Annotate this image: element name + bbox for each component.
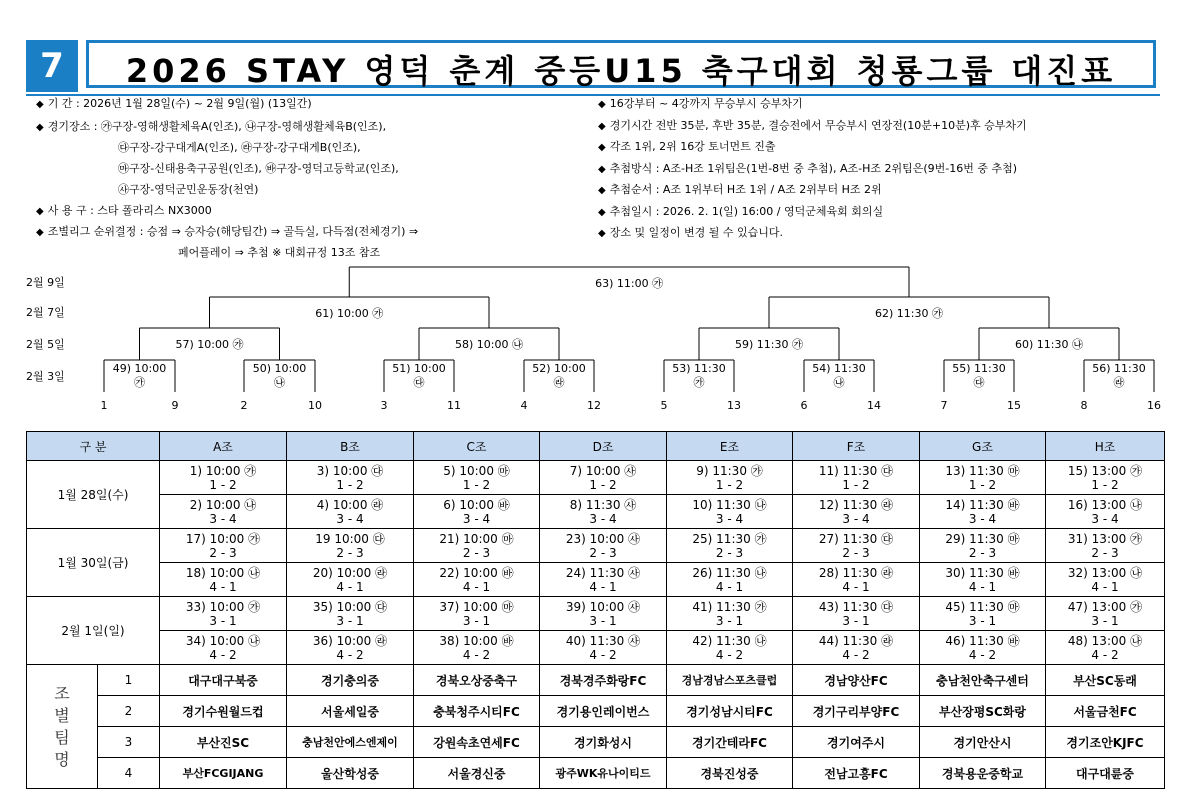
match-cell (667, 529, 793, 563)
quarterfinal-match-label: 60) 11:30 ㉯ (1015, 338, 1083, 351)
match-pairing: 3 - 1 (589, 614, 617, 628)
team-name-cell: 경북오상중축구 (414, 665, 540, 696)
match-time: 30) 11:30 ㉳ (945, 566, 1020, 580)
match-pairing: 2 - 3 (336, 546, 364, 560)
match-pairing: 2 - 3 (462, 546, 491, 560)
match-pairing: 3 - 4 (462, 512, 491, 526)
match-pairing: 4 - 1 (968, 580, 997, 594)
seed-number: 11 (447, 399, 461, 412)
team-name-cell: 대구대구북중 (160, 665, 287, 696)
info-left-line (118, 141, 361, 155)
group-header: C조 (414, 432, 540, 461)
match-cell (160, 495, 287, 529)
team-name-cell: 경북경주화랑FC (540, 665, 667, 696)
info-text: 장소 및 일정이 변경 될 수 있습니다. (609, 226, 783, 239)
team-row (27, 696, 1165, 727)
match-cell (920, 597, 1046, 631)
group-header: F조 (793, 432, 920, 461)
team-row (27, 758, 1165, 789)
match-time: 5) 10:00 ㉲ (443, 464, 510, 478)
seed-number: 4 (520, 399, 528, 412)
team-name-cell: 경남양산FC (793, 665, 920, 696)
match-time: 7) 10:00 ㉴ (569, 464, 637, 478)
match-time: 40) 11:30 ㉴ (565, 634, 641, 648)
match-cell (793, 461, 920, 495)
round16-match-label: 51) 10:00 (392, 362, 446, 375)
match-time: 37) 10:00 ㉲ (439, 600, 514, 614)
match-time: 28) 11:30 ㉱ (818, 566, 894, 580)
match-time: 41) 11:30 ㉮ (692, 600, 767, 614)
bullet-diamond-icon: ◆ (598, 206, 606, 218)
match-cell (160, 563, 287, 597)
match-time: 27) 11:30 ㉰ (818, 532, 894, 546)
match-pairing: 4 - 1 (715, 580, 744, 594)
round16-match-label: 54) 11:30 (812, 362, 866, 375)
match-cell (414, 631, 540, 665)
match-pairing: 2 - 3 (842, 546, 870, 560)
match-pairing: 2 - 3 (589, 546, 617, 560)
match-pairing: 4 - 2 (209, 648, 237, 662)
info-left-line (36, 120, 386, 135)
team-row (27, 727, 1165, 758)
match-cell (920, 529, 1046, 563)
team-name-cell: 경기안산시 (920, 727, 1046, 758)
round-date-label: 2월 3일 (26, 370, 65, 383)
team-name-cell: 경기화성시 (540, 727, 667, 758)
seed-number: 5 (660, 399, 668, 412)
team-rank-number: 4 (98, 758, 160, 789)
match-time: 13) 11:30 ㉲ (945, 464, 1020, 478)
seed-number: 2 (240, 399, 248, 412)
team-row (27, 665, 1165, 696)
match-pairing: 3 - 1 (209, 614, 237, 628)
match-cell (414, 529, 540, 563)
team-name-cell: 부산SC동래 (1046, 665, 1165, 696)
match-time: 44) 11:30 ㉱ (818, 634, 894, 648)
team-name-cell: 부산FCGIJANG (160, 758, 287, 789)
round16-venue-label: ㉮ (134, 376, 145, 389)
title-box (86, 40, 1156, 88)
bullet-diamond-icon: ◆ (36, 227, 44, 238)
header-rule (26, 94, 1160, 96)
seed-number: 12 (587, 399, 601, 412)
team-name-cell: 대구대륜중 (1046, 758, 1165, 789)
match-pairing: 3 - 4 (1091, 512, 1119, 526)
section-number-badge: 7 (26, 40, 78, 92)
match-time: 11) 11:30 ㉰ (818, 464, 894, 478)
info-left-line (36, 97, 312, 112)
match-cell (414, 461, 540, 495)
team-name-cell: 광주WK유나이티드 (540, 758, 667, 789)
info-text: 추첨방식 : A조-H조 1위팀은(1번-8번 중 추첨), A조-H조 2위팀은(9번-16번 중 추첨) (609, 161, 1018, 175)
match-cell (160, 631, 287, 665)
match-pairing: 4 - 2 (462, 648, 491, 662)
match-time: 23) 10:00 ㉴ (565, 532, 641, 546)
info-text: 추첨순서 : A조 1위부터 H조 1위 / A조 2위부터 H조 2위 (609, 183, 882, 196)
match-cell (540, 529, 667, 563)
group-schedule-table (26, 431, 1165, 789)
quarterfinal-match-label: 57) 10:00 ㉮ (175, 338, 244, 351)
match-pairing: 4 - 1 (1091, 580, 1119, 594)
seed-number: 9 (171, 399, 179, 412)
match-cell (1046, 597, 1165, 631)
match-cell (793, 495, 920, 529)
info-right-line (598, 140, 776, 155)
team-name-cell: 경기간테라FC (667, 727, 793, 758)
team-rank-number: 3 (98, 727, 160, 758)
match-pairing: 1 - 2 (1091, 478, 1119, 492)
match-cell (667, 495, 793, 529)
match-pairing: 2 - 3 (968, 546, 997, 560)
match-date-cell: 1월 30일(금) (27, 529, 160, 597)
match-pairing: 1 - 2 (715, 478, 744, 492)
info-text: ㉴구장-영덕군민운동장(천연) (118, 183, 259, 196)
match-pairing: 3 - 1 (715, 614, 744, 628)
round16-match-label: 49) 10:00 (112, 362, 167, 375)
match-pairing: 4 - 2 (589, 648, 617, 662)
bullet-diamond-icon: ◆ (598, 228, 606, 239)
match-cell (793, 597, 920, 631)
info-text: 조별리그 순위결정 : 승점 ⇒ 승자승(해당팀간) ⇒ 골득실, 다득점(전체경기) ⇒ (47, 225, 419, 238)
match-time: 4) 10:00 ㉱ (316, 498, 384, 512)
info-right-line (598, 183, 882, 198)
team-name-cell: 서울경신중 (414, 758, 540, 789)
match-time: 10) 11:30 ㉯ (692, 498, 767, 512)
info-right-line (598, 226, 783, 241)
round16-match-label: 52) 10:00 (532, 362, 586, 375)
info-text: 추첨일시 : 2026. 2. 1(일) 16:00 / 영덕군체육회 회의실 (609, 204, 884, 218)
match-cell (540, 631, 667, 665)
team-name-cell: 경기충의중 (287, 665, 414, 696)
match-time: 1) 10:00 ㉮ (189, 464, 257, 478)
info-right-line (598, 205, 883, 220)
team-rank-number: 1 (98, 665, 160, 696)
seed-number: 7 (940, 399, 948, 412)
seed-number: 13 (727, 399, 741, 412)
team-name-cell: 경기여주시 (793, 727, 920, 758)
team-name-cell: 강원속초연세FC (414, 727, 540, 758)
match-cell (920, 495, 1046, 529)
match-time: 17) 10:00 ㉮ (185, 532, 261, 546)
final-match-label: 63) 11:00 ㉮ (595, 277, 664, 290)
match-pairing: 1 - 2 (336, 478, 364, 492)
round16-venue-label: ㉮ (693, 376, 705, 389)
info-right-line (598, 119, 1027, 134)
match-time: 3) 10:00 ㉰ (316, 464, 384, 478)
round16-match-label: 56) 11:30 (1092, 362, 1146, 375)
match-time: 35) 10:00 ㉰ (312, 600, 388, 614)
match-time: 12) 11:30 ㉱ (818, 498, 894, 512)
match-time: 47) 13:00 ㉮ (1067, 600, 1143, 614)
match-date-cell: 1월 28일(수) (27, 461, 160, 529)
match-time: 19 10:00 ㉰ (315, 532, 385, 546)
match-pairing: 3 - 1 (968, 614, 997, 628)
seed-number: 8 (1080, 399, 1088, 412)
match-cell (540, 597, 667, 631)
match-pairing: 2 - 3 (1091, 546, 1119, 560)
match-pairing: 4 - 1 (462, 580, 491, 594)
round16-match-label: 55) 11:30 (952, 362, 1006, 375)
round-date-label: 2월 7일 (26, 306, 65, 319)
match-pairing: 4 - 2 (968, 648, 997, 662)
match-pairing: 3 - 4 (715, 512, 744, 526)
match-date-cell: 2월 1일(일) (27, 597, 160, 665)
team-name-cell: 충남천안에스엔제이 (287, 727, 414, 758)
round16-venue-label: ㉯ (274, 376, 285, 389)
info-text: ㉲구장-신태용축구공원(인조), ㉳구장-영덕고등학교(인조), (118, 162, 399, 175)
match-cell (287, 631, 414, 665)
match-cell (414, 563, 540, 597)
match-time: 43) 11:30 ㉰ (818, 600, 894, 614)
group-header: A조 (160, 432, 287, 461)
match-cell (540, 461, 667, 495)
match-pairing: 1 - 2 (209, 478, 237, 492)
round16-venue-label: ㉰ (973, 376, 985, 389)
group-header: B조 (287, 432, 414, 461)
semifinal-match-label: 62) 11:30 ㉮ (875, 307, 943, 320)
match-pairing: 4 - 1 (209, 580, 237, 594)
match-cell (667, 631, 793, 665)
team-name-cell: 충북청주시티FC (414, 696, 540, 727)
match-time: 18) 10:00 ㉯ (185, 566, 261, 580)
match-time: 34) 10:00 ㉯ (185, 634, 261, 648)
match-time: 6) 10:00 ㉳ (443, 498, 510, 512)
match-pairing: 4 - 2 (1091, 648, 1119, 662)
match-cell (667, 461, 793, 495)
match-pairing: 3 - 1 (336, 614, 364, 628)
match-cell (1046, 495, 1165, 529)
team-name-cell: 경북진성중 (667, 758, 793, 789)
match-cell (160, 461, 287, 495)
round16-venue-label: ㉱ (553, 376, 565, 389)
bullet-diamond-icon: ◆ (598, 142, 606, 153)
match-pairing: 4 - 1 (336, 580, 364, 594)
match-time: 16) 13:00 ㉯ (1067, 498, 1143, 512)
seed-number: 10 (308, 399, 322, 412)
team-name-cell: 경북용운중학교 (920, 758, 1046, 789)
match-pairing: 1 - 2 (968, 478, 997, 492)
match-time: 24) 11:30 ㉴ (565, 566, 641, 580)
match-pairing: 3 - 4 (589, 512, 617, 526)
match-pairing: 3 - 4 (968, 512, 997, 526)
team-name-cell: 경기수원월드컵 (160, 696, 287, 727)
team-name-cell: 부산진SC (160, 727, 287, 758)
match-cell (287, 597, 414, 631)
match-cell (414, 597, 540, 631)
match-pairing: 1 - 2 (462, 478, 491, 492)
match-cell (920, 631, 1046, 665)
match-pairing: 4 - 2 (336, 648, 364, 662)
round16-venue-label: ㉱ (1113, 376, 1125, 389)
match-time: 2) 10:00 ㉯ (189, 498, 257, 512)
match-time: 42) 11:30 ㉯ (692, 634, 767, 648)
info-left-line (118, 183, 258, 197)
match-cell (540, 495, 667, 529)
info-text: 기 간 : 2026년 1월 28일(수) ~ 2월 9일(월) (13일간) (47, 97, 312, 110)
table-header-row (27, 432, 1165, 461)
match-time: 25) 11:30 ㉮ (692, 532, 767, 546)
bullet-diamond-icon: ◆ (598, 120, 606, 132)
semifinal-match-label: 61) 10:00 ㉮ (315, 307, 384, 320)
info-left-line (118, 162, 399, 176)
seed-number: 14 (867, 399, 881, 412)
info-text: ㉰구장-강구대게A(인조), ㉱구장-강구대게B(인조), (118, 141, 361, 154)
table-row (27, 597, 1165, 631)
match-pairing: 3 - 1 (842, 614, 870, 628)
round16-match-label: 50) 10:00 (252, 362, 307, 375)
page-title: 2026 STAY 영덕 춘계 중등U15 축구대회 청룡그룹 대진표 (125, 52, 1117, 90)
seed-number: 16 (1147, 399, 1161, 412)
team-name-cell: 울산학성중 (287, 758, 414, 789)
info-text: 16강부터 ~ 4강까지 무승부시 승부차기 (609, 97, 803, 110)
group-header: D조 (540, 432, 667, 461)
seed-number: 15 (1007, 399, 1021, 412)
match-time: 21) 10:00 ㉲ (439, 532, 514, 546)
bullet-diamond-icon: ◆ (598, 163, 606, 175)
tournament-bracket (0, 260, 1187, 420)
team-section-header: 조 별 팀 명 (27, 665, 98, 789)
match-pairing: 1 - 2 (842, 478, 870, 492)
match-time: 46) 11:30 ㉳ (945, 634, 1020, 648)
bullet-diamond-icon: ◆ (36, 99, 44, 110)
match-time: 15) 13:00 ㉮ (1067, 464, 1143, 478)
match-cell (920, 461, 1046, 495)
round-date-label: 2월 5일 (26, 338, 65, 351)
info-right-line (598, 97, 803, 112)
team-name-cell: 서울세일중 (287, 696, 414, 727)
match-pairing: 3 - 1 (1091, 614, 1119, 628)
match-cell (160, 597, 287, 631)
table-row (27, 529, 1165, 563)
bullet-diamond-icon: ◆ (36, 206, 44, 217)
seed-number: 6 (800, 399, 808, 412)
group-header: H조 (1046, 432, 1165, 461)
seed-number: 1 (100, 399, 108, 412)
match-cell (287, 563, 414, 597)
info-text: 경기장소 : ㉮구장-영해생활체육A(인조), ㉯구장-영해생활체육B(인조), (47, 120, 387, 133)
info-text: 각조 1위, 2위 16강 토너먼트 진출 (609, 140, 776, 153)
match-time: 22) 10:00 ㉳ (439, 566, 514, 580)
match-pairing: 4 - 2 (842, 648, 870, 662)
match-cell (1046, 563, 1165, 597)
bullet-diamond-icon: ◆ (598, 185, 606, 196)
info-left-line (178, 246, 380, 260)
match-time: 14) 11:30 ㉳ (945, 498, 1020, 512)
match-cell (667, 563, 793, 597)
match-pairing: 4 - 2 (715, 648, 744, 662)
match-pairing: 3 - 4 (209, 512, 237, 526)
match-cell (793, 529, 920, 563)
quarterfinal-match-label: 59) 11:30 ㉮ (735, 338, 803, 351)
match-pairing: 3 - 4 (842, 512, 870, 526)
round16-match-label: 53) 11:30 (672, 362, 726, 375)
match-cell (793, 563, 920, 597)
match-cell (1046, 631, 1165, 665)
info-text: 경기시간 전반 35분, 후반 35분, 결승전에서 무승부시 연장전(10분+10분)후 승부차기 (609, 118, 1027, 132)
match-time: 8) 11:30 ㉴ (569, 498, 637, 512)
match-cell (287, 529, 414, 563)
table-row (27, 461, 1165, 495)
round16-venue-label: ㉰ (413, 376, 425, 389)
team-name-cell: 경남경남스포츠클럽 (667, 665, 793, 696)
match-cell (667, 597, 793, 631)
match-cell (414, 495, 540, 529)
info-text: 페어플레이 ⇒ 추첨 ※ 대회규정 13조 참조 (178, 246, 381, 259)
match-time: 45) 11:30 ㉲ (945, 600, 1020, 614)
table-row (27, 495, 1165, 529)
team-name-cell: 전남고흥FC (793, 758, 920, 789)
table-corner-header: 구 분 (27, 432, 160, 461)
table-row (27, 631, 1165, 665)
bullet-diamond-icon: ◆ (36, 122, 44, 133)
round-date-label: 2월 9일 (26, 276, 65, 289)
match-cell (920, 563, 1046, 597)
match-pairing: 3 - 1 (462, 614, 491, 628)
info-left-line (36, 225, 418, 240)
info-right-line (598, 162, 1017, 177)
info-left-line (36, 204, 212, 219)
match-cell (287, 495, 414, 529)
match-cell (160, 529, 287, 563)
round16-venue-label: ㉯ (833, 376, 845, 389)
match-time: 9) 11:30 ㉮ (696, 464, 763, 478)
match-time: 32) 13:00 ㉯ (1067, 566, 1143, 580)
group-header: E조 (667, 432, 793, 461)
table-row (27, 563, 1165, 597)
team-name-cell: 충남천안축구센터 (920, 665, 1046, 696)
team-name-cell: 경기조안KJFC (1046, 727, 1165, 758)
group-header: G조 (920, 432, 1046, 461)
match-pairing: 3 - 4 (336, 512, 364, 526)
team-name-cell: 경기용인레이번스 (540, 696, 667, 727)
match-time: 48) 13:00 ㉯ (1067, 634, 1143, 648)
match-pairing: 1 - 2 (589, 478, 617, 492)
match-cell (1046, 461, 1165, 495)
bullet-diamond-icon: ◆ (598, 99, 606, 110)
info-text: 사 용 구 : 스타 폴라리스 NX3000 (47, 204, 212, 217)
match-cell (287, 461, 414, 495)
match-cell (1046, 529, 1165, 563)
team-name-cell: 서울금천FC (1046, 696, 1165, 727)
match-time: 26) 11:30 ㉯ (692, 566, 767, 580)
match-cell (793, 631, 920, 665)
match-cell (540, 563, 667, 597)
match-time: 36) 10:00 ㉱ (312, 634, 388, 648)
match-time: 39) 10:00 ㉴ (565, 600, 641, 614)
match-pairing: 2 - 3 (715, 546, 744, 560)
team-rank-number: 2 (98, 696, 160, 727)
match-time: 31) 13:00 ㉮ (1067, 532, 1143, 546)
team-name-cell: 부산장평SC화랑 (920, 696, 1046, 727)
match-pairing: 4 - 1 (842, 580, 870, 594)
match-pairing: 4 - 1 (589, 580, 617, 594)
quarterfinal-match-label: 58) 10:00 ㉯ (455, 338, 523, 351)
team-name-cell: 경기구리부양FC (793, 696, 920, 727)
team-name-cell: 경기성남시티FC (667, 696, 793, 727)
seed-number: 3 (380, 399, 388, 412)
match-time: 38) 10:00 ㉳ (439, 634, 514, 648)
match-time: 33) 10:00 ㉮ (185, 600, 261, 614)
match-time: 20) 10:00 ㉱ (312, 566, 388, 580)
match-pairing: 2 - 3 (209, 546, 237, 560)
match-time: 29) 11:30 ㉲ (945, 532, 1020, 546)
